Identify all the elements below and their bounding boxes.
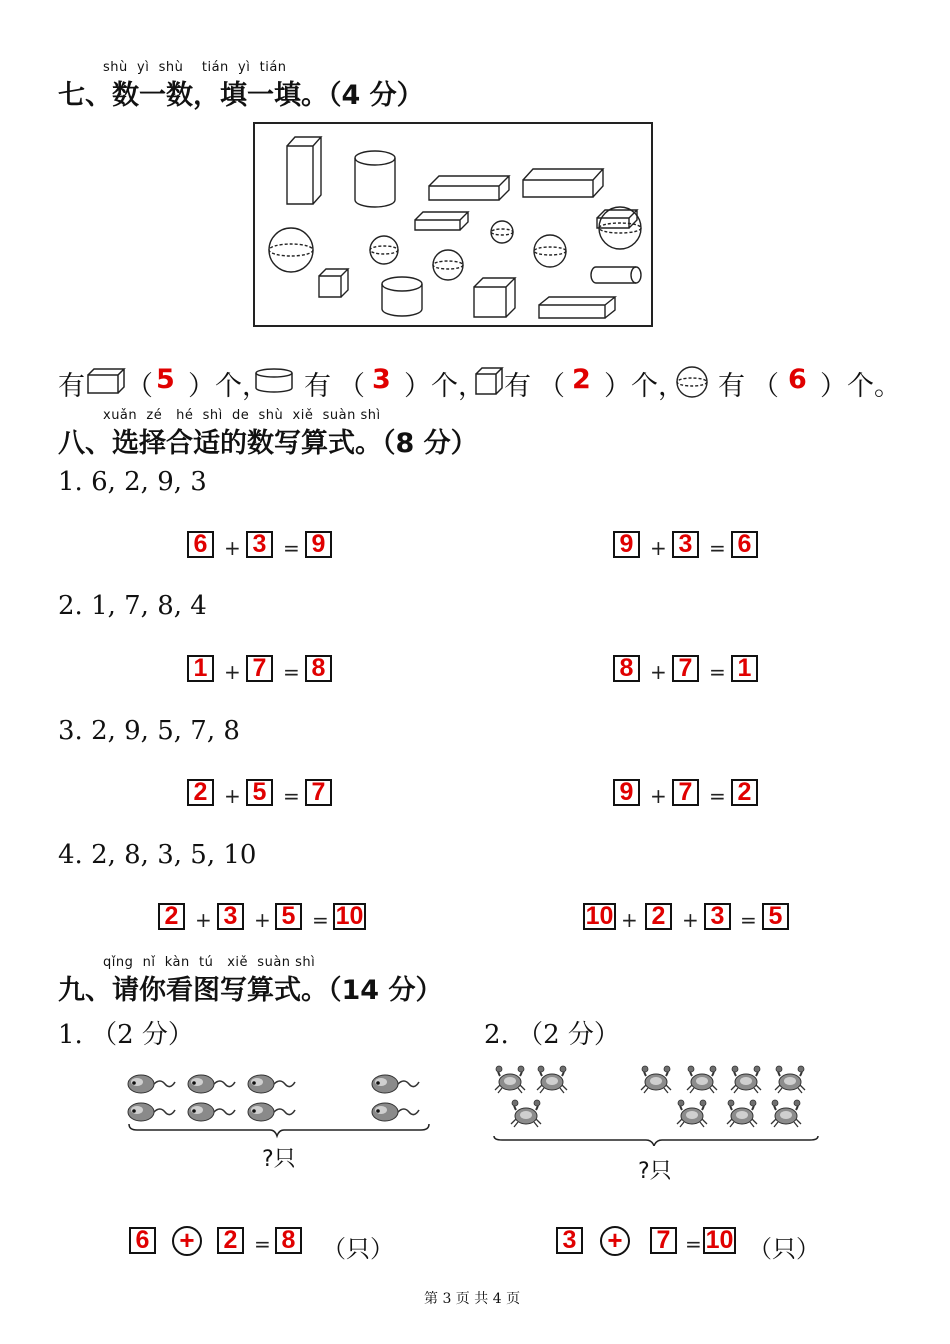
paren-close-2: ）个， — [404, 371, 485, 402]
problem4-label: 4. 2, 8, 3, 5, 10 — [58, 840, 257, 870]
page-footer: 第 3 页 共 4 页 — [424, 1291, 521, 1307]
plus-sign: + — [195, 908, 212, 932]
equals-sign: = — [312, 908, 329, 932]
paren-open-3: （ — [538, 371, 565, 402]
paren-open-2: （ — [338, 371, 365, 402]
paren-close-1: ）个， — [188, 371, 269, 402]
paren-close-4: ）个。 — [820, 371, 901, 402]
answer-box: 1 — [187, 655, 214, 682]
q1-question-mark: ?只 — [262, 1147, 296, 1172]
answer-box: 2 — [187, 779, 214, 806]
answer-box: 8 — [305, 655, 332, 682]
tadpoles-picture — [125, 1068, 435, 1140]
count-you-4: 有 — [718, 371, 745, 402]
sphere-shape — [269, 228, 313, 272]
section8-pinyin: xuǎn zé hé shì de shù xiě suàn shì — [103, 408, 381, 423]
section7-pinyin: shù yì shù tián yì tián — [103, 60, 287, 75]
q1-label: 1. （2 分） — [58, 1020, 194, 1050]
answer-cuboid: 5 — [156, 364, 175, 395]
equals-sign: = — [685, 1232, 702, 1256]
answer-box: 10 — [703, 1227, 736, 1254]
answer-box: 9 — [613, 531, 640, 558]
problem2-label: 2. 1, 7, 8, 4 — [58, 591, 207, 621]
paren-open-1: （ — [126, 371, 153, 402]
cube-shape — [319, 269, 348, 297]
plus-sign: + — [621, 908, 638, 932]
answer-box: 3 — [704, 903, 731, 930]
sphere-shape — [433, 250, 463, 280]
short-cylinder-shape — [382, 277, 422, 316]
crabs-picture — [490, 1060, 826, 1146]
plus-sign: + — [254, 908, 271, 932]
answer-box: 6 — [731, 531, 758, 558]
operator-circle: + — [600, 1226, 630, 1256]
section9-pinyin: qǐng nǐ kàn tú xiě suàn shì — [103, 955, 316, 970]
problem3-label: 3. 2, 9, 5, 7, 8 — [58, 716, 240, 746]
tall-cylinder-shape — [355, 151, 395, 207]
answer-sphere: 6 — [788, 364, 807, 395]
count-you-3: 有 — [504, 371, 531, 402]
answer-box: 3 — [556, 1227, 583, 1254]
answer-box: 9 — [305, 531, 332, 558]
answer-box: 5 — [246, 779, 273, 806]
equals-sign: = — [709, 536, 726, 560]
answer-box: 2 — [731, 779, 758, 806]
plus-sign: + — [682, 908, 699, 932]
plus-sign: + — [224, 784, 241, 808]
answer-box: 3 — [672, 531, 699, 558]
answer-cube: 2 — [572, 364, 591, 395]
count-you-1: 有 — [58, 371, 85, 402]
answer-box: 5 — [275, 903, 302, 930]
answer-box: 7 — [672, 779, 699, 806]
answer-box: 8 — [613, 655, 640, 682]
answer-box: 9 — [613, 779, 640, 806]
equals-sign: = — [709, 660, 726, 684]
sphere-icon — [675, 365, 709, 399]
answer-box: 6 — [129, 1227, 156, 1254]
equals-sign: = — [283, 784, 300, 808]
paren-close-3: ）个， — [604, 371, 685, 402]
sphere-shape — [370, 236, 398, 264]
q2-unit: （只） — [748, 1235, 820, 1263]
sphere-shape — [534, 235, 566, 267]
answer-box: 7 — [246, 655, 273, 682]
cube-icon — [474, 366, 504, 396]
plus-sign: + — [650, 660, 667, 684]
plus-sign: + — [224, 536, 241, 560]
sphere-shape — [491, 221, 513, 243]
answer-box: 6 — [187, 531, 214, 558]
problem1-label: 1. 6, 2, 9, 3 — [58, 467, 207, 497]
equals-sign: = — [283, 536, 300, 560]
small-cuboid-shape — [415, 212, 468, 230]
plus-sign: + — [224, 660, 241, 684]
answer-box: 10 — [333, 903, 366, 930]
operator-circle: + — [172, 1226, 202, 1256]
answer-box: 8 — [275, 1227, 302, 1254]
answer-box: 2 — [217, 1227, 244, 1254]
paren-open-4: （ — [752, 371, 779, 402]
section7-title: 七、数一数，填一填。（4 分） — [58, 80, 424, 111]
answer-box: 5 — [762, 903, 789, 930]
flat-cuboid-shape — [539, 297, 615, 318]
answer-box: 7 — [650, 1227, 677, 1254]
answer-cylinder: 3 — [372, 364, 391, 395]
answer-box: 2 — [158, 903, 185, 930]
cylinder-icon — [254, 368, 296, 394]
answer-box: 7 — [305, 779, 332, 806]
flat-cuboid-shape — [429, 176, 509, 200]
equals-sign: = — [254, 1232, 271, 1256]
section9-title: 九、请你看图写算式。（14 分） — [58, 975, 443, 1006]
plus-sign: + — [650, 536, 667, 560]
small-cuboid-shape — [597, 210, 637, 228]
lying-cylinder-shape — [591, 267, 641, 283]
answer-box: 2 — [645, 903, 672, 930]
flat-cuboid-shape — [523, 169, 603, 197]
section8-title: 八、选择合适的数写算式。（8 分） — [58, 428, 478, 459]
answer-box: 1 — [731, 655, 758, 682]
q1-unit: （只） — [322, 1235, 394, 1263]
answer-box: 3 — [246, 531, 273, 558]
count-you-2: 有 — [304, 371, 331, 402]
plus-sign: + — [650, 784, 667, 808]
shapes-picture — [253, 122, 653, 327]
equals-sign: = — [709, 784, 726, 808]
equals-sign: = — [740, 908, 757, 932]
cuboid-icon — [86, 367, 128, 395]
cube-shape — [474, 278, 515, 317]
equals-sign: = — [283, 660, 300, 684]
answer-box: 7 — [672, 655, 699, 682]
q2-label: 2. （2 分） — [484, 1020, 620, 1050]
q2-question-mark: ?只 — [638, 1159, 672, 1184]
answer-box: 3 — [217, 903, 244, 930]
tall-cuboid-shape — [287, 137, 321, 204]
answer-box: 10 — [583, 903, 616, 930]
